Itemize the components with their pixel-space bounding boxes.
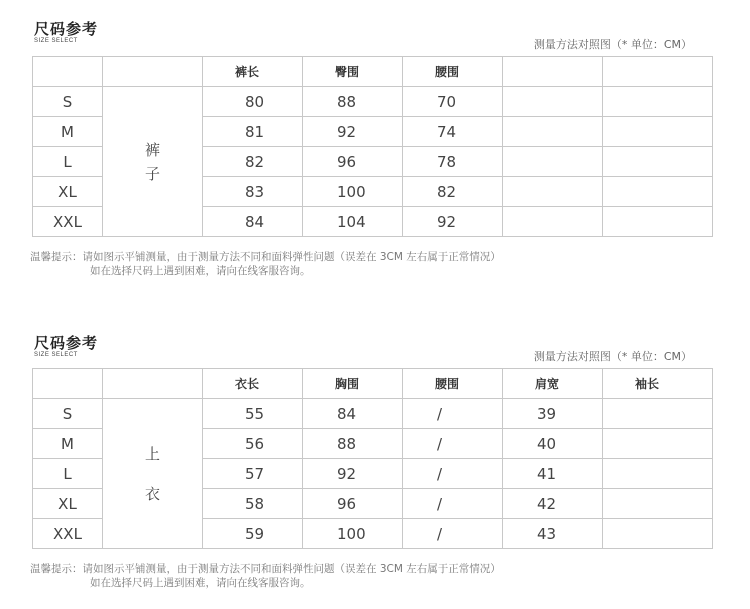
table-cell: 104 (303, 207, 403, 237)
table-cell: 70 (403, 87, 503, 117)
size-label: L (33, 147, 103, 177)
table-cell: / (403, 519, 503, 549)
table-cell: / (403, 489, 503, 519)
header-cell: 肩宽 (503, 369, 603, 399)
table-cell: 59 (203, 519, 303, 549)
size-label: L (33, 459, 103, 489)
table-cell (603, 177, 713, 207)
section2-title: 尺码参考 (34, 334, 99, 352)
table-cell: 92 (303, 459, 403, 489)
size-label: S (33, 87, 103, 117)
table-cell (603, 459, 713, 489)
size-label: M (33, 117, 103, 147)
size-label: XXL (33, 519, 103, 549)
table-cell (503, 207, 603, 237)
tops-size-table (32, 368, 713, 549)
category-char: 子 (144, 164, 160, 183)
table-cell: 74 (403, 117, 503, 147)
table-cell: / (403, 399, 503, 429)
tip-line: 如在选择尺码上遇到困难，请向在线客服咨询。 (90, 265, 311, 277)
table-row (33, 399, 713, 429)
table-cell: 92 (403, 207, 503, 237)
tip-line: 温馨提示：请如图示平铺测量，由于测量方法不同和面料弹性问题（误差在 3CM 左右属于正常情况） (30, 251, 501, 263)
header-cell (603, 57, 713, 87)
header-cell: 臀围 (303, 57, 403, 87)
table-cell (603, 489, 713, 519)
table-cell: 81 (203, 117, 303, 147)
tip-line: 如在选择尺码上遇到困难，请向在线客服咨询。 (90, 577, 311, 589)
section1-subtitle: SIZE SELECT (34, 38, 78, 44)
table-cell: 82 (203, 147, 303, 177)
table-cell: / (403, 459, 503, 489)
size-label: M (33, 429, 103, 459)
section1-title: 尺码参考 (34, 20, 99, 38)
table-row (33, 87, 713, 117)
table-cell: 39 (503, 399, 603, 429)
table-cell: / (403, 429, 503, 459)
section2-measure-note: 测量方法对照图（* 单位：CM） (533, 350, 692, 363)
table-cell: 57 (203, 459, 303, 489)
table-cell: 58 (203, 489, 303, 519)
pants-size-table (32, 56, 713, 237)
section2-subtitle: SIZE SELECT (34, 352, 78, 358)
table-cell (603, 117, 713, 147)
table-cell (603, 519, 713, 549)
table-cell (503, 147, 603, 177)
header-category-cell (103, 57, 203, 87)
section2-tip (30, 562, 501, 590)
table-cell: 83 (203, 177, 303, 207)
table-cell: 82 (403, 177, 503, 207)
header-cell: 腰围 (403, 57, 503, 87)
table-cell: 84 (303, 399, 403, 429)
section1-tip (30, 250, 501, 278)
table-cell: 43 (503, 519, 603, 549)
table-cell: 40 (503, 429, 603, 459)
table-cell: 100 (303, 177, 403, 207)
header-cell: 袖长 (603, 369, 713, 399)
table-cell (603, 147, 713, 177)
tip-line: 温馨提示：请如图示平铺测量，由于测量方法不同和面料弹性问题（误差在 3CM 左右属于正常情况） (30, 563, 501, 575)
size-label: XXL (33, 207, 103, 237)
table-cell (603, 399, 713, 429)
size-label: XL (33, 489, 103, 519)
header-category-cell (103, 369, 203, 399)
table-cell: 84 (203, 207, 303, 237)
table-cell: 56 (203, 429, 303, 459)
table-cell: 42 (503, 489, 603, 519)
table-header-row (33, 369, 713, 399)
section1-measure-note: 测量方法对照图（* 单位：CM） (533, 38, 692, 51)
table-header-row (33, 57, 713, 87)
header-size-cell (33, 369, 103, 399)
table-cell (603, 429, 713, 459)
table-cell: 96 (303, 489, 403, 519)
category-char: 衣 (144, 484, 160, 503)
table-cell: 92 (303, 117, 403, 147)
table-cell (603, 87, 713, 117)
table-cell (503, 177, 603, 207)
header-cell: 胸围 (303, 369, 403, 399)
header-cell: 腰围 (403, 369, 503, 399)
category-char: 裤 (144, 140, 160, 159)
header-cell: 裤长 (203, 57, 303, 87)
category-label (103, 399, 203, 549)
table-cell (503, 87, 603, 117)
category-label (103, 87, 203, 237)
category-char: 上 (144, 444, 160, 463)
size-label: XL (33, 177, 103, 207)
table-cell: 80 (203, 87, 303, 117)
table-cell: 88 (303, 429, 403, 459)
table-cell (503, 117, 603, 147)
header-size-cell (33, 57, 103, 87)
table-cell: 88 (303, 87, 403, 117)
header-cell: 衣长 (203, 369, 303, 399)
table-cell: 100 (303, 519, 403, 549)
table-cell: 55 (203, 399, 303, 429)
size-label: S (33, 399, 103, 429)
table-cell: 78 (403, 147, 503, 177)
table-cell (603, 207, 713, 237)
header-cell (503, 57, 603, 87)
table-cell: 96 (303, 147, 403, 177)
table-cell: 41 (503, 459, 603, 489)
